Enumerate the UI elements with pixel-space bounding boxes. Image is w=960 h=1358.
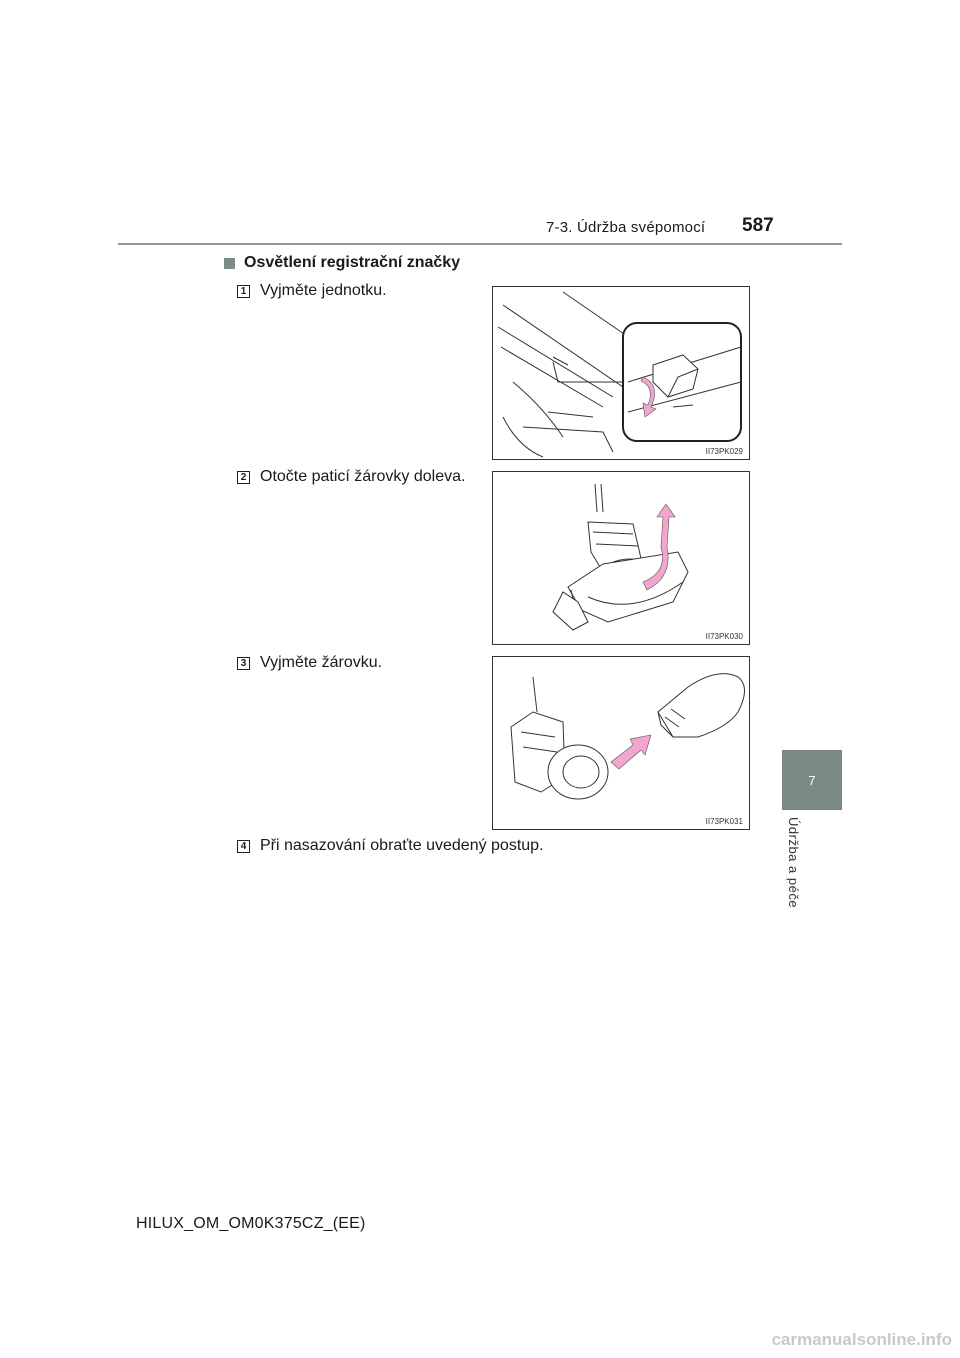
chapter-tab [782,750,842,810]
illustration-remove-unit-icon [493,287,750,460]
chapter-label: Údržba a péče [786,817,801,909]
figure-code: II73PK031 [705,817,743,826]
step-number-badge: 2 [237,471,250,484]
step-number-badge: 3 [237,657,250,670]
figure-remove-unit [492,286,750,460]
step-text: Otočte paticí žárovky doleva. [260,468,466,485]
header-section-title: 7-3. Údržba svépomocí [546,219,706,236]
header-divider [118,243,842,245]
page-number: 587 [742,215,774,236]
chapter-number: 7 [808,772,816,788]
illustration-rotate-socket-icon [493,472,750,645]
step-number-badge: 1 [237,285,250,298]
step-text: Vyjměte jednotku. [260,282,387,299]
section-square-icon [224,258,235,269]
figure-rotate-socket [492,471,750,645]
document-code: HILUX_OM_OM0K375CZ_(EE) [136,1215,366,1232]
step-number-badge: 4 [237,840,250,853]
step-text: Při nasazování obraťte uvedený postup. [260,837,544,854]
figure-code: II73PK029 [705,447,743,456]
step-text: Vyjměte žárovku. [260,654,383,671]
section-title: Osvětlení registrační značky [244,254,461,271]
figure-code: II73PK030 [705,632,743,641]
illustration-remove-bulb-icon [493,657,750,830]
watermark: carmanualsonline.info [771,1330,952,1349]
figure-remove-bulb [492,656,750,830]
